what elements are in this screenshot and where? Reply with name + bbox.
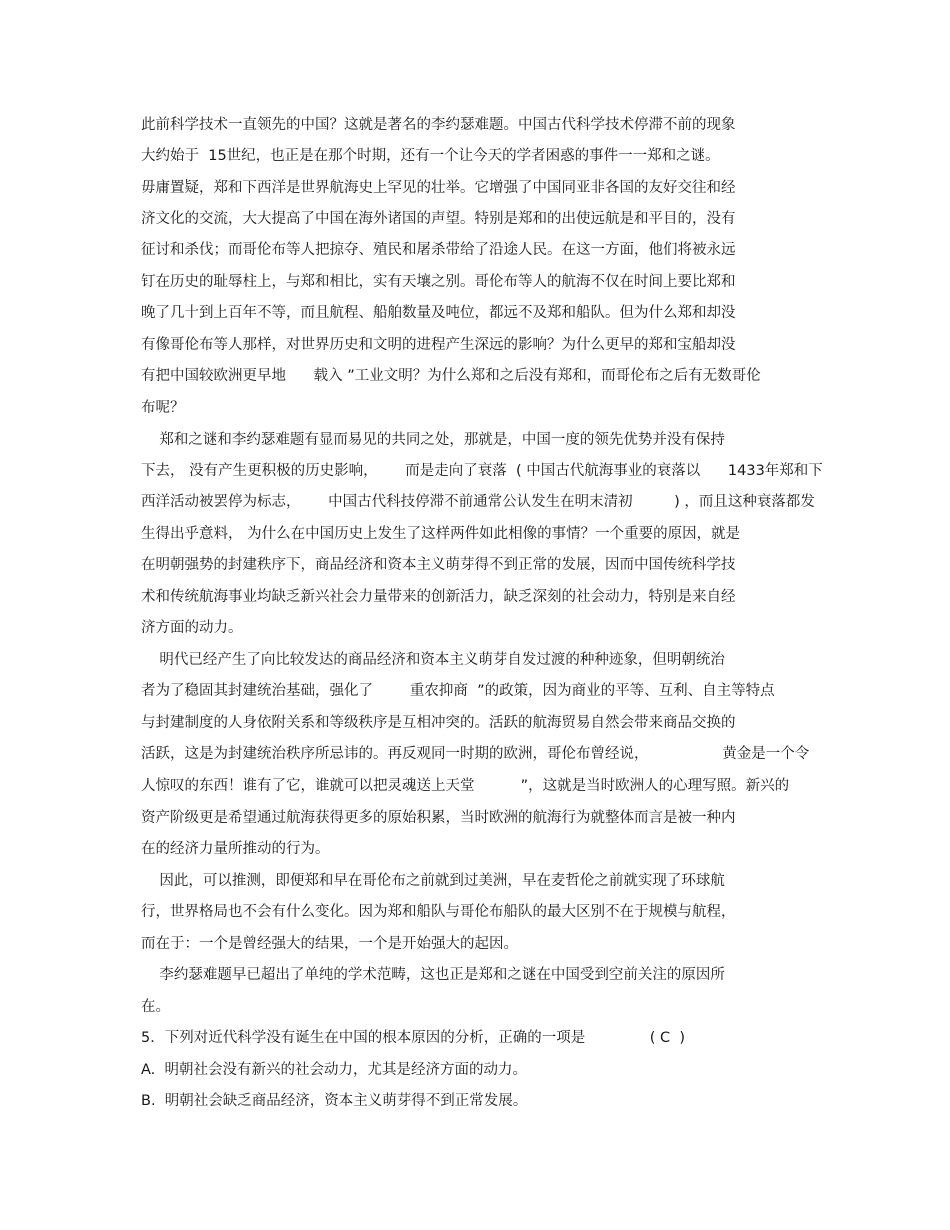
- text-line: 而在于：一个是曾经强大的结果，一个是开始强大的起因。: [141, 936, 518, 952]
- text-line: 布呢？: [141, 400, 185, 416]
- text-line: 有把中国较欧洲更早地 载入 ”工业文明？为什么郑和之后没有郑和，而哥伦布之后有无数哥伦: [141, 368, 761, 384]
- text-line: 此前科学技术一直领先的中国？这就是著名的李约瑟难题。中国古代科学技术停滞不前的现象: [141, 117, 736, 133]
- text-line: 行，世界格局也不会有什么变化。因为郑和船队与哥伦布船队的最大区别不在于规模与航程，: [141, 904, 736, 920]
- text-line: 征讨和杀伐；而哥伦布等人把掠夺、殖民和屠杀带给了沿途人民。在这一方面，他们将被永远: [141, 242, 736, 258]
- text-line: 活跃，这是为封建统治秩序所忌讳的。再反观同一时期的欧洲，哥伦布曾经说， 黄金是一个令: [141, 746, 810, 762]
- text-line: 济文化的交流，大大提高了中国在海外诸国的声望。特别是郑和的出使远航是和平目的，没有: [141, 211, 736, 227]
- text-line: 术和传统航海事业均缺乏新兴社会力量带来的创新活力，缺乏深刻的社会动力，特别是来自经: [141, 589, 736, 605]
- text-line: 西洋活动被罢停为标志， 中国古代科技停滞不前通常公认发生在明末清初 ) ，而且这种衰落都发: [141, 494, 815, 510]
- text-line: 济方面的动力。: [141, 620, 243, 636]
- text-line: 人惊叹的东西！谁有了它，谁就可以把灵魂送上天堂 ”，这就是当时欧洲人的心理写照。新兴的: [141, 778, 790, 794]
- text-line: 李约瑟难题早已超出了单纯的学术范畴，这也正是郑和之谜在中国受到空前关注的原因所: [141, 967, 725, 983]
- text-line: 在的经济力量所推动的行为。: [141, 841, 330, 857]
- text-line: 下去， 没有产生更积极的历史影响， 而是走向了衰落 ( 中国古代航海事业的衰落以 1433年郑和下: [141, 463, 823, 479]
- text-line: 大约始于 15世纪，也正是在那个时期，还有一个让今天的学者困惑的事件一一郑和之谜。: [141, 148, 720, 164]
- text-line: 晚了几十到上百年不等，而且航程、船舶数量及吨位，都远不及郑和船队。但为什么郑和却没: [141, 305, 736, 321]
- text-line: 明代已经产生了向比较发达的商品经济和资本主义萌芽自发过渡的种种迹象，但明朝统治: [141, 652, 725, 668]
- text-line: 钉在历史的耻辱柱上，与郑和相比，实有天壤之别。哥伦布等人的航海不仅在时间上要比郑和: [141, 274, 736, 290]
- text-line: 郑和之谜和李约瑟难题有显而易见的共同之处，那就是，中国一度的领先优势并没有保持: [141, 432, 725, 448]
- text-line: 者为了稳固其封建统治基础，强化了 重农抑商 ”的政策，因为商业的平等、互利、自主等特点: [141, 683, 775, 699]
- text-line: 因此，可以推测，即便郑和早在哥伦布之前就到过美洲，早在麦哲伦之前就实现了环球航: [141, 873, 725, 889]
- text-line: 生得出乎意料， 为什么在中国历史上发生了这样两件如此相像的事情？一个重要的原因，就是: [141, 526, 741, 542]
- text-line: 有像哥伦布等人那样，对世界历史和文明的进程产生深远的影响？为什么更早的郑和宝船却没: [141, 337, 736, 353]
- answer-option-a: A. 明朝社会没有新兴的社会动力，尤其是经济方面的动力。: [141, 1062, 527, 1078]
- text-line: 在。: [141, 999, 170, 1015]
- question-stem: 5．下列对近代科学没有诞生在中国的根本原因的分析，正确的一项是 ( C ): [141, 1030, 686, 1046]
- answer-option-b: B. 明朝社会缺乏商品经济，资本主义萌芽得不到正常发展。: [141, 1093, 528, 1109]
- text-line: 在明朝强势的封建秩序下，商品经济和资本主义萌芽得不到正常的发展，因而中国传统科学技: [141, 557, 736, 573]
- text-line: 毋庸置疑，郑和下西洋是世界航海史上罕见的壮举。它增强了中国同亚非各国的友好交往和经: [141, 180, 736, 196]
- text-line: 资产阶级更是希望通过航海获得更多的原始积累，当时欧洲的航海行为就整体而言是被一种内: [141, 810, 736, 826]
- text-line: 与封建制度的人身依附关系和等级秩序是互相冲突的。活跃的航海贸易自然会带来商品交换的: [141, 715, 736, 731]
